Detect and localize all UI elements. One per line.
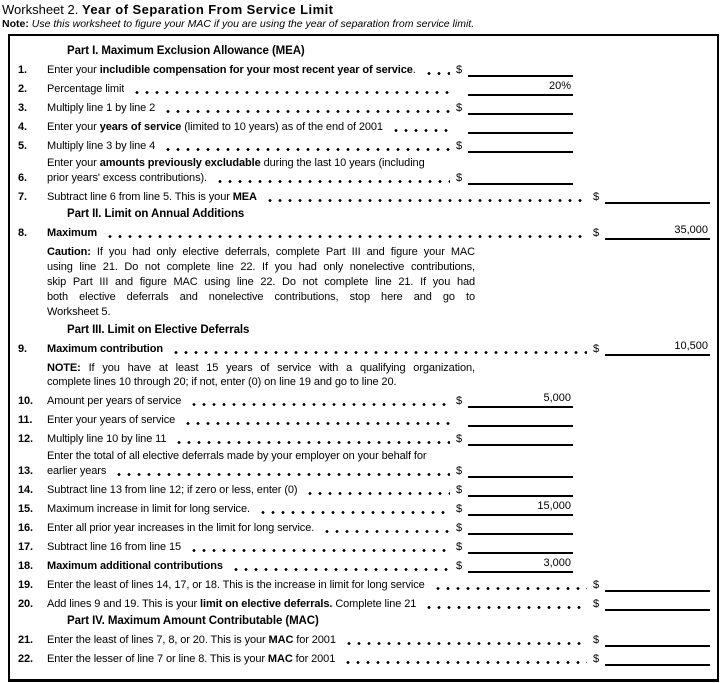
entry-line <box>605 632 710 647</box>
paragraph-line: using line 21. Do not complete line 22. If you had only nonelective contributions, <box>47 261 475 273</box>
page-title <box>0 0 721 17</box>
entry-line <box>468 393 573 408</box>
dot-leader <box>344 642 587 645</box>
line-number: 11. <box>18 414 33 426</box>
line-description <box>47 560 456 573</box>
dollar-sign: $ <box>592 579 599 591</box>
dollar-sign: $ <box>455 541 462 553</box>
worksheet-line-20 <box>10 596 717 611</box>
line-number: 22. <box>18 653 33 665</box>
worksheet-line-8 <box>10 225 717 240</box>
entry-line <box>468 412 573 427</box>
amount-area <box>593 577 710 592</box>
worksheet-line-2 <box>10 81 717 96</box>
worksheet-line-13 <box>10 450 717 478</box>
dot-leader <box>343 661 587 664</box>
line-number: 21. <box>18 634 33 646</box>
line-description <box>47 395 456 408</box>
line-text: Multiply line 1 by line 2 <box>47 102 156 114</box>
line-text: prior years' excess contributions). <box>47 172 207 184</box>
worksheet-line-18 <box>10 558 717 573</box>
dollar-sign: $ <box>455 395 462 407</box>
line-text: Enter your years of service <box>47 414 176 426</box>
entry-line <box>605 189 710 204</box>
entry-line <box>605 651 710 666</box>
dollar-sign: $ <box>592 227 599 239</box>
entry-line <box>468 463 573 478</box>
line-number: 13. <box>18 465 33 477</box>
line-description <box>47 579 593 592</box>
worksheet-line-17 <box>10 539 717 554</box>
dollar-sign: $ <box>592 343 599 355</box>
amount-area <box>593 225 710 240</box>
dot-leader <box>433 587 587 590</box>
dot-leader <box>163 148 450 151</box>
entry-line <box>468 431 573 446</box>
entry-value: 15,000 <box>537 500 571 512</box>
amount-area <box>456 558 573 573</box>
dollar-sign: $ <box>592 191 599 203</box>
amount-area <box>593 341 710 356</box>
worksheet-line-5 <box>10 138 717 153</box>
line-description <box>47 83 456 96</box>
line-description <box>47 433 456 446</box>
worksheet-line-9 <box>10 341 717 356</box>
entry-line <box>468 119 573 134</box>
line-number: 7. <box>18 191 27 203</box>
amount-area <box>456 463 573 478</box>
amount-area <box>456 62 573 77</box>
amount-area <box>456 119 573 134</box>
paragraph-line: complete lines 10 through 20; if not, enter (0) on line 19 and go to line 20. <box>47 376 397 388</box>
line-number: 9. <box>18 343 27 355</box>
line-description <box>47 484 456 497</box>
amount-area <box>456 412 573 427</box>
dot-leader <box>105 235 587 238</box>
entry-line <box>605 596 710 611</box>
line-text: Enter your amounts previously excludable during the last 10 years (including <box>47 157 425 169</box>
line-description <box>47 522 456 535</box>
amount-area <box>456 501 573 516</box>
entry-line <box>468 138 573 153</box>
line-number: 3. <box>18 102 27 114</box>
line-text: Enter the lesser of line 7 or line 8. This is your MAC for 2001 <box>47 653 336 665</box>
dollar-sign: $ <box>455 503 462 515</box>
worksheet-line-16 <box>10 520 717 535</box>
line-description <box>47 414 456 427</box>
entry-line <box>605 577 710 592</box>
amount-area <box>456 539 573 554</box>
worksheet-line-21 <box>10 632 717 647</box>
line-text: Maximum <box>47 227 98 239</box>
dollar-sign: $ <box>455 433 462 445</box>
entry-value: 10,500 <box>674 340 708 352</box>
worksheet-line-10 <box>10 393 717 408</box>
dollar-sign: $ <box>592 653 599 665</box>
dot-leader <box>189 549 450 552</box>
worksheet-number: Worksheet 2. <box>2 2 82 17</box>
line-text: Subtract line 13 from line 12; if zero or less, enter (0) <box>47 484 298 496</box>
entry-line <box>468 558 573 573</box>
note-label: Note: <box>2 18 29 30</box>
note-text: Use this worksheet to figure your MAC if you are using the year of separation from service limit. <box>28 18 475 30</box>
amount-area <box>456 393 573 408</box>
line-text: earlier years <box>47 465 107 477</box>
dot-leader <box>391 129 450 132</box>
dot-leader <box>305 492 449 495</box>
line-description <box>47 191 593 204</box>
paragraph-line: Worksheet 5. <box>47 306 111 318</box>
entry-line <box>468 81 573 96</box>
dollar-sign: $ <box>455 64 462 76</box>
line-number: 20. <box>18 598 33 610</box>
dot-leader <box>163 110 450 113</box>
line-text: Multiply line 10 by line 11 <box>47 433 167 445</box>
line-text: Subtract line 6 from line 5. This is your MEA <box>47 191 257 203</box>
line-description <box>47 450 456 478</box>
dot-leader <box>171 351 587 354</box>
line-text: Maximum contribution <box>47 343 163 355</box>
dollar-sign: $ <box>455 140 462 152</box>
paragraph-line: skip Part III and figure MAC using line 22. Do not complete line 21. If you had <box>47 276 475 288</box>
line-number: 6. <box>18 172 27 184</box>
worksheet-line-12 <box>10 431 717 446</box>
worksheet-line-4 <box>10 119 717 134</box>
amount-area <box>456 81 573 96</box>
dot-leader <box>174 441 450 444</box>
line-text: Enter the least of lines 7, 8, or 20. This is your MAC for 2001 <box>47 634 336 646</box>
line-number: 4. <box>18 121 27 133</box>
worksheet-line-7 <box>10 189 717 204</box>
part-header: Part III. Limit on Elective Deferrals <box>67 324 250 336</box>
line-description <box>47 653 593 666</box>
line-description <box>47 140 456 153</box>
amount-area <box>456 170 573 185</box>
line-text: Maximum increase in limit for long service. <box>47 503 250 515</box>
entry-line <box>468 501 573 516</box>
amount-area <box>593 189 710 204</box>
dot-leader <box>265 199 587 202</box>
entry-line <box>468 170 573 185</box>
dot-leader <box>322 530 450 533</box>
entry-line <box>605 225 710 240</box>
dollar-sign: $ <box>592 634 599 646</box>
dot-leader <box>132 91 450 94</box>
amount-area <box>456 520 573 535</box>
entry-line <box>468 100 573 115</box>
line-text: Enter your includible compensation for your most recent year of service. <box>47 64 416 76</box>
amount-area <box>456 100 573 115</box>
worksheet-line-14 <box>10 482 717 497</box>
line-description <box>47 121 456 134</box>
dollar-sign: $ <box>455 560 462 572</box>
line-number: 1. <box>18 64 27 76</box>
entry-line <box>468 520 573 535</box>
amount-area <box>456 431 573 446</box>
worksheet-line-15 <box>10 501 717 516</box>
line-number: 12. <box>18 433 33 445</box>
entry-line <box>468 62 573 77</box>
line-number: 10. <box>18 395 33 407</box>
line-text: Enter your years of service (limited to 10 years) as of the end of 2001 <box>47 121 383 133</box>
line-text: Maximum additional contributions <box>47 560 223 572</box>
part-header: Part II. Limit on Annual Additions <box>67 208 245 220</box>
line-description <box>47 634 593 647</box>
dot-leader <box>424 606 587 609</box>
entry-value: 20% <box>548 80 571 92</box>
entry-value: 5,000 <box>543 392 571 404</box>
line-text: Enter the least of lines 14, 17, or 18. This is the increase in limit for long service <box>47 579 425 591</box>
entry-line <box>605 341 710 356</box>
worksheet-box <box>8 34 719 682</box>
line-number: 15. <box>18 503 33 515</box>
line-number: 8. <box>18 227 27 239</box>
line-text: Add lines 9 and 19. This is your limit on elective deferrals. Complete line 21 <box>47 598 417 610</box>
amount-area <box>593 596 710 611</box>
dot-leader <box>189 403 450 406</box>
amount-area <box>456 482 573 497</box>
line-text: Enter the total of all elective deferrals made by your employer on your behalf for <box>47 450 427 462</box>
line-description <box>47 503 456 516</box>
line-text: Percentage limit <box>47 83 125 95</box>
dollar-sign: $ <box>455 102 462 114</box>
entry-line <box>468 482 573 497</box>
dollar-sign: $ <box>455 522 462 534</box>
dollar-sign: $ <box>592 598 599 610</box>
dot-leader <box>258 511 450 514</box>
line-description <box>47 541 456 554</box>
line-number: 19. <box>18 579 33 591</box>
note-paragraph <box>47 361 475 389</box>
dot-leader <box>424 72 450 75</box>
dot-leader <box>231 568 450 571</box>
line-text: Multiply line 3 by line 4 <box>47 140 156 152</box>
worksheet-line-11 <box>10 412 717 427</box>
entry-value: 3,000 <box>543 557 571 569</box>
entry-value: 35,000 <box>674 224 708 236</box>
line-description <box>47 227 593 240</box>
line-text: Subtract line 16 from line 15 <box>47 541 182 553</box>
caution-paragraph <box>47 245 475 320</box>
worksheet-line-1 <box>10 62 717 77</box>
line-text: Amount per years of service <box>47 395 182 407</box>
worksheet-title: Year of Separation From Service Limit <box>81 2 334 17</box>
paragraph-line: NOTE: If you have at least 15 years of service with a qualifying organization, <box>47 362 475 374</box>
dot-leader <box>114 473 450 476</box>
part-header: Part IV. Maximum Amount Contributable (MAC) <box>67 615 319 627</box>
dollar-sign: $ <box>455 465 462 477</box>
amount-area <box>456 138 573 153</box>
amount-area <box>593 632 710 647</box>
worksheet-line-19 <box>10 577 717 592</box>
line-description <box>47 64 456 77</box>
dollar-sign: $ <box>455 172 462 184</box>
line-description <box>47 157 456 185</box>
dot-leader <box>215 180 450 183</box>
line-description <box>47 102 456 115</box>
line-description <box>47 343 593 356</box>
worksheet-line-3 <box>10 100 717 115</box>
line-number: 2. <box>18 83 27 95</box>
part-header: Part I. Maximum Exclusion Allowance (MEA) <box>67 45 305 57</box>
worksheet-line-6 <box>10 157 717 185</box>
paragraph-line: both elective deferrals and nonelective contributions, stop here and go to <box>47 291 475 303</box>
dot-leader <box>183 422 450 425</box>
dollar-sign: $ <box>455 484 462 496</box>
line-text: Enter all prior year increases in the limit for long service. <box>47 522 315 534</box>
line-number: 5. <box>18 140 27 152</box>
amount-area <box>593 651 710 666</box>
line-text-continued <box>47 465 456 478</box>
line-number: 14. <box>18 484 33 496</box>
paragraph-line: Caution: If you had only elective deferrals, complete Part III and figure your MAC <box>47 246 475 258</box>
worksheet-note <box>0 17 721 30</box>
line-description <box>47 598 593 611</box>
line-text-continued <box>47 172 456 185</box>
line-number: 18. <box>18 560 33 572</box>
entry-line <box>468 539 573 554</box>
line-number: 17. <box>18 541 33 553</box>
line-number: 16. <box>18 522 33 534</box>
worksheet-line-22 <box>10 651 717 666</box>
